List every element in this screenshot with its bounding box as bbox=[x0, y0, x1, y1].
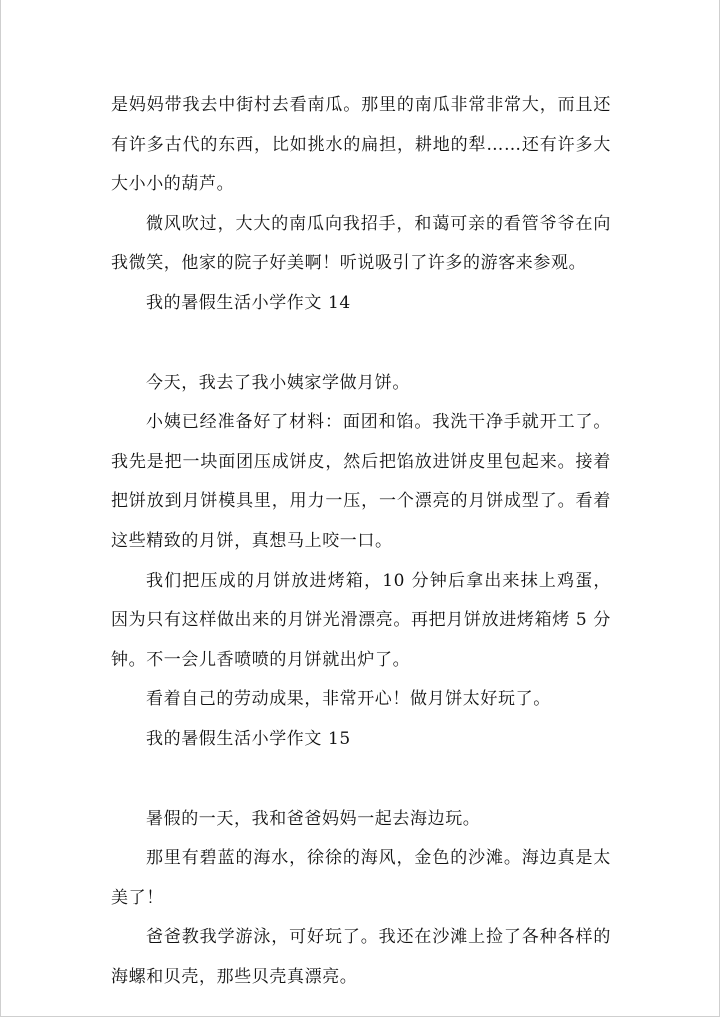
essay-14-paragraph: 小姨已经准备好了材料：面团和馅。我洗干净手就开工了。我先是把一块面团压成饼皮，然后把馅放进饼皮里包起来。接着把饼放到月饼模具里，用力一压，一个漂亮的月饼成型了。看着这些精致的月饼，真想马上咬一口。 bbox=[111, 412, 611, 551]
essay-15-paragraph: 那里有碧蓝的海水，徐徐的海风，金色的沙滩。海边真是太美了！ bbox=[111, 848, 611, 908]
blank-line bbox=[111, 760, 611, 800]
essay-15-paragraph: 暑假的一天，我和爸爸妈妈一起去海边玩。 bbox=[146, 808, 481, 829]
document-body bbox=[111, 86, 611, 997]
essay-14-paragraph: 看着自己的劳动成果，非常开心！做月饼太好玩了。 bbox=[146, 689, 551, 710]
essay-15-paragraph: 爸爸教我学游泳，可好玩了。我还在沙滩上捡了各种各样的海螺和贝壳，那些贝壳真漂亮。 bbox=[111, 927, 611, 987]
blank-line bbox=[111, 324, 611, 364]
paragraph-breeze: 微风吹过，大大的南瓜向我招手，和蔼可亲的看管爷爷在向我微笑，他家的院子好美啊！听说吸引了许多的游客来参观。 bbox=[111, 213, 611, 274]
essay-14-title: 我的暑假生活小学作文 14 bbox=[146, 292, 351, 313]
paragraph-pumpkin-visit: 是妈妈带我去中街村去看南瓜。那里的南瓜非常非常大，而且还有许多古代的东西，比如挑水的扁担，耕地的犁……还有许多大大小小的葫芦。 bbox=[111, 95, 611, 195]
essay-15-title: 我的暑假生活小学作文 15 bbox=[146, 728, 351, 749]
essay-14-paragraph: 我们把压成的月饼放进烤箱，10 分钟后拿出来抹上鸡蛋，因为只有这样做出来的月饼光滑漂亮。再把月饼放进烤箱烤 5 分钟。不一会儿香喷喷的月饼就出炉了。 bbox=[111, 570, 611, 670]
essay-14-paragraph: 今天，我去了我小姨家学做月饼。 bbox=[146, 372, 410, 393]
